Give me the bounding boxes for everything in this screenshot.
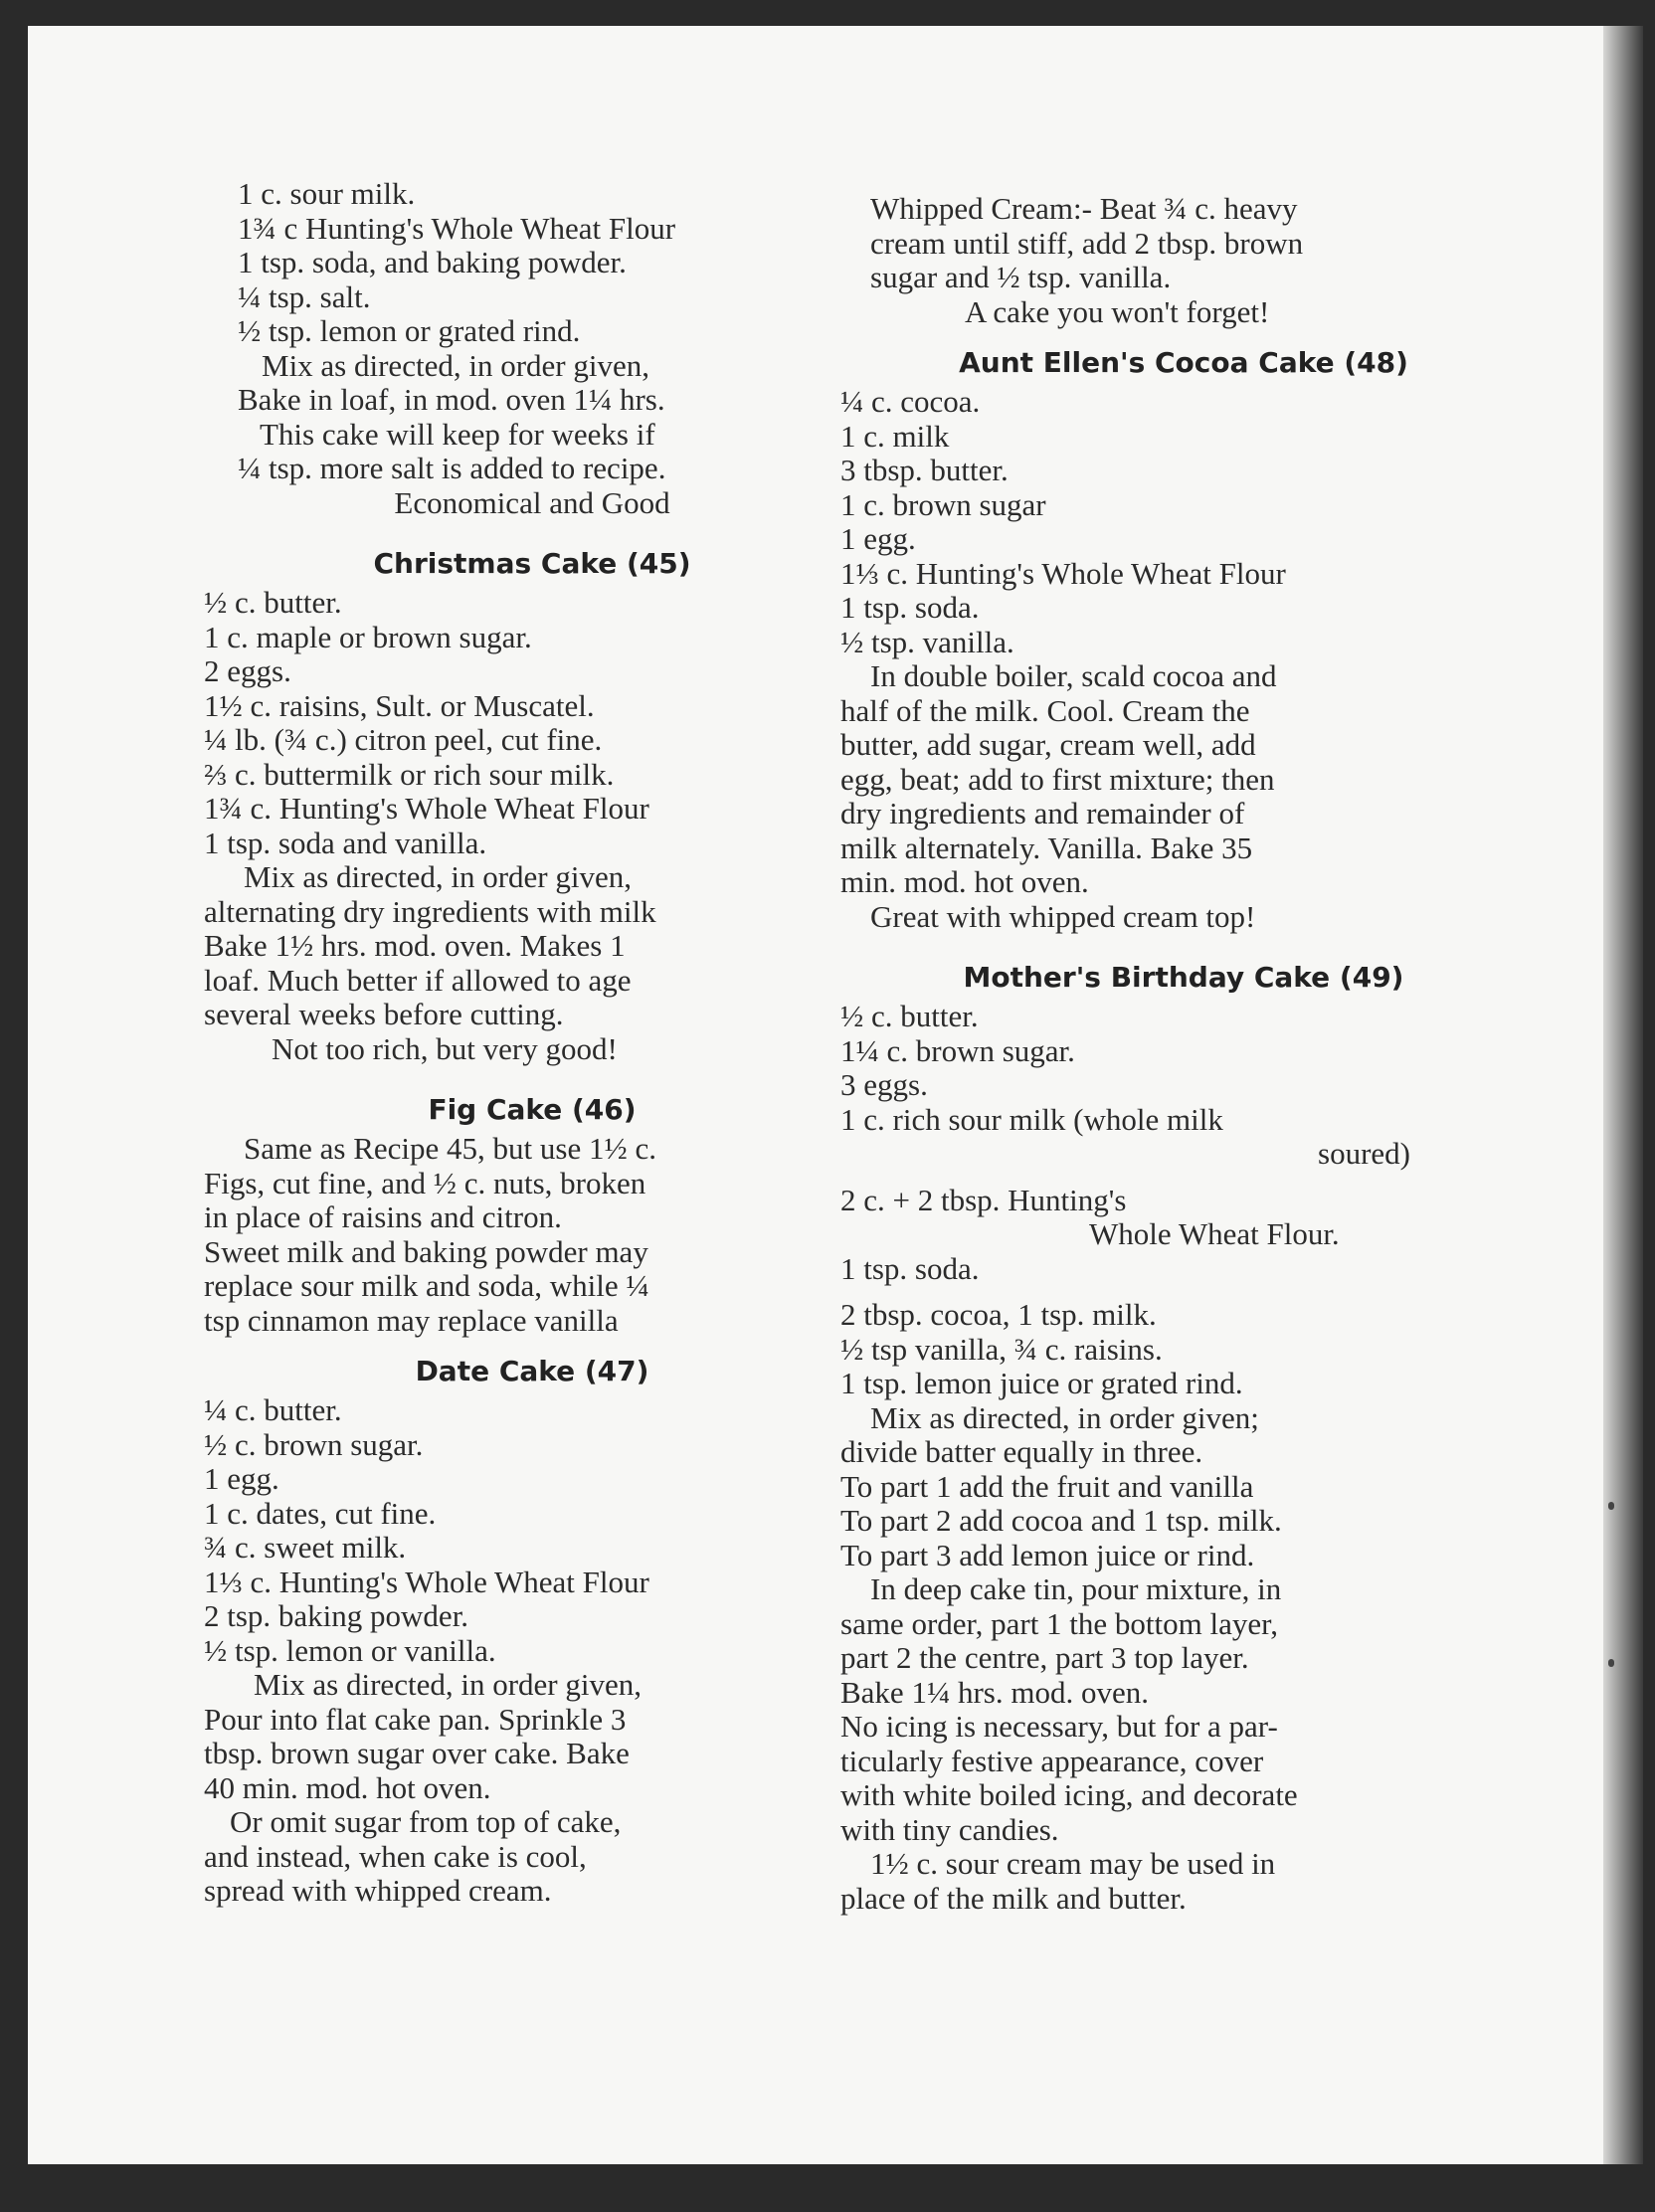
method-line: min. mod. hot oven. bbox=[840, 864, 1089, 899]
method-line: Same as Recipe 45, but use 1½ c. bbox=[244, 1131, 656, 1166]
method-line: Bake 1½ hrs. mod. oven. Makes 1 bbox=[204, 928, 626, 963]
method-line: Pour into flat cake pan. Sprinkle 3 bbox=[204, 1701, 627, 1737]
method-line: cream until stiff, add 2 tbsp. brown bbox=[870, 225, 1304, 261]
method-line: tbsp. brown sugar over cake. Bake bbox=[204, 1736, 630, 1770]
ingredient-line: ⅔ c. buttermilk or rich sour milk. bbox=[204, 756, 615, 792]
ingredient-line: 1 tsp. soda. bbox=[840, 590, 980, 625]
ingredient-line: ½ tsp. vanilla. bbox=[840, 624, 1014, 659]
ingredient-line: soured) bbox=[1318, 1136, 1410, 1171]
method-line: butter, add sugar, cream well, add bbox=[840, 727, 1256, 762]
recipe-tagline: A cake you won't forget! bbox=[965, 293, 1270, 329]
ingredient-line: 1 c. dates, cut fine. bbox=[204, 1495, 437, 1531]
method-line: Figs, cut fine, and ½ c. nuts, broken bbox=[204, 1165, 646, 1200]
method-line: replace sour milk and soda, while ¼ bbox=[204, 1268, 649, 1303]
method-line: divide batter equally in three. bbox=[840, 1434, 1203, 1469]
recipe-title: Mother's Birthday Cake (49) bbox=[963, 961, 1404, 994]
ingredient-line: 1 egg. bbox=[840, 521, 916, 556]
ingredient-line: 2 tsp. baking powder. bbox=[204, 1598, 469, 1633]
ingredient-line: ½ c. butter. bbox=[204, 585, 342, 620]
ingredient-line: 2 tbsp. cocoa, 1 tsp. milk. bbox=[840, 1297, 1157, 1332]
ingredient-line: 1 c. rich sour milk (whole milk bbox=[840, 1101, 1223, 1137]
method-line: 40 min. mod. hot oven. bbox=[204, 1769, 491, 1805]
ingredient-line: ½ c. butter. bbox=[840, 999, 979, 1033]
ingredient-line: 1¾ c. Hunting's Whole Wheat Flour bbox=[204, 791, 649, 826]
method-line: tsp cinnamon may replace vanilla bbox=[204, 1302, 619, 1338]
ingredient-line: 1¾ c Hunting's Whole Wheat Flour bbox=[238, 210, 676, 246]
ingredient-line: 1 c. maple or brown sugar. bbox=[204, 619, 532, 654]
ingredient-line: 1⅓ c. Hunting's Whole Wheat Flour bbox=[840, 555, 1286, 591]
ingredient-line: 1⅓ c. Hunting's Whole Wheat Flour bbox=[204, 1564, 649, 1599]
method-line: in place of raisins and citron. bbox=[204, 1199, 562, 1234]
recipe-title: Date Cake (47) bbox=[415, 1355, 649, 1387]
ingredient-line: 1½ c. raisins, Sult. or Muscatel. bbox=[204, 687, 595, 723]
method-line: To part 2 add cocoa and 1 tsp. milk. bbox=[840, 1503, 1282, 1538]
method-line: part 2 the centre, part 3 top layer. bbox=[840, 1640, 1249, 1675]
ingredient-line: 1 c. brown sugar bbox=[840, 486, 1046, 522]
method-line: Mix as directed, in order given, bbox=[244, 859, 632, 894]
method-line: To part 3 add lemon juice or rind. bbox=[840, 1537, 1255, 1572]
method-line: Mix as directed, in order given, bbox=[262, 347, 649, 383]
method-line: This cake will keep for weeks if bbox=[260, 416, 655, 452]
recipe-title: Christmas Cake (45) bbox=[373, 547, 691, 580]
method-line: same order, part 1 the bottom layer, bbox=[840, 1605, 1278, 1641]
recipe-tagline: Not too rich, but very good! bbox=[272, 1030, 618, 1066]
method-line: Mix as directed, in order given; bbox=[870, 1399, 1259, 1435]
ingredient-line: 1 tsp. lemon juice or grated rind. bbox=[840, 1366, 1243, 1400]
recipe-title: Fig Cake (46) bbox=[428, 1093, 637, 1126]
method-line: Mix as directed, in order given, bbox=[254, 1667, 642, 1702]
method-line: In deep cake tin, pour mixture, in bbox=[870, 1571, 1282, 1606]
method-line: 1½ c. sour cream may be used in bbox=[870, 1846, 1276, 1881]
ingredient-line: ½ tsp. lemon or vanilla. bbox=[204, 1632, 496, 1668]
method-line: sugar and ½ tsp. vanilla. bbox=[870, 260, 1172, 294]
recipe-tagline: Economical and Good bbox=[394, 484, 670, 520]
method-line: Bake 1¼ hrs. mod. oven. bbox=[840, 1674, 1149, 1710]
ingredient-line: 1 egg. bbox=[204, 1461, 279, 1496]
page-speck bbox=[1608, 1659, 1614, 1667]
method-line: dry ingredients and remainder of bbox=[840, 796, 1245, 830]
ingredient-line: 1 tsp. soda. bbox=[840, 1250, 980, 1286]
method-line: No icing is necessary, but for a par- bbox=[840, 1709, 1278, 1744]
method-line: loaf. Much better if allowed to age bbox=[204, 962, 632, 998]
recipe-title: Aunt Ellen's Cocoa Cake (48) bbox=[959, 346, 1408, 379]
ingredient-line: ¼ tsp. salt. bbox=[238, 278, 371, 314]
method-line: spread with whipped cream. bbox=[204, 1873, 552, 1908]
ingredient-line: ¼ c. cocoa. bbox=[840, 384, 981, 419]
ingredient-line: 3 tbsp. butter. bbox=[840, 453, 1009, 487]
method-line: Sweet milk and baking powder may bbox=[204, 1233, 648, 1269]
method-line: In double boiler, scald cocoa and bbox=[870, 658, 1277, 693]
ingredient-line: ½ tsp. lemon or grated rind. bbox=[238, 313, 581, 348]
ingredient-line: 2 eggs. bbox=[204, 653, 291, 688]
ingredient-line: 1 tsp. soda and vanilla. bbox=[204, 825, 487, 860]
ingredient-line: 3 eggs. bbox=[840, 1067, 928, 1102]
method-line: Bake in loaf, in mod. oven 1¼ hrs. bbox=[238, 382, 665, 417]
ingredient-line: ½ tsp vanilla, ¾ c. raisins. bbox=[840, 1331, 1163, 1367]
left-column bbox=[204, 177, 821, 1909]
method-line: with white boiled icing, and decorate bbox=[840, 1777, 1298, 1812]
ingredient-line: 2 c. + 2 tbsp. Hunting's bbox=[840, 1182, 1127, 1217]
method-line: Whipped Cream:- Beat ¾ c. heavy bbox=[870, 191, 1298, 226]
method-line: milk alternately. Vanilla. Bake 35 bbox=[840, 830, 1253, 865]
method-line: with tiny candies. bbox=[840, 1811, 1059, 1847]
ingredient-line: 1 tsp. soda, and baking powder. bbox=[238, 245, 627, 279]
page-speck bbox=[1608, 1502, 1614, 1510]
right-column bbox=[840, 192, 1467, 1916]
method-line: several weeks before cutting. bbox=[204, 997, 564, 1031]
method-line: place of the milk and butter. bbox=[840, 1880, 1187, 1916]
ingredient-line: Whole Wheat Flour. bbox=[1089, 1216, 1340, 1251]
ingredient-line: 1¼ c. brown sugar. bbox=[840, 1032, 1075, 1068]
method-line: ticularly festive appearance, cover bbox=[840, 1743, 1264, 1778]
ingredient-line: ¼ lb. (¾ c.) citron peel, cut fine. bbox=[204, 722, 603, 757]
method-line: half of the milk. Cool. Cream the bbox=[840, 692, 1250, 728]
ingredient-line: 1 c. sour milk. bbox=[238, 176, 416, 211]
page-edge-shadow bbox=[1603, 26, 1643, 2164]
ingredient-line: ¾ c. sweet milk. bbox=[204, 1530, 407, 1565]
method-line: ¼ tsp. more salt is added to recipe. bbox=[238, 451, 666, 485]
ingredient-line: ½ c. brown sugar. bbox=[204, 1426, 424, 1462]
method-line: and instead, when cake is cool, bbox=[204, 1838, 587, 1874]
method-line: To part 1 add the fruit and vanilla bbox=[840, 1468, 1254, 1504]
method-line: egg, beat; add to first mixture; then bbox=[840, 761, 1275, 797]
ingredient-line: ¼ c. butter. bbox=[204, 1392, 342, 1427]
recipe-tagline: Great with whipped cream top! bbox=[870, 898, 1256, 934]
method-line: Or omit sugar from top of cake, bbox=[230, 1804, 622, 1839]
method-line: alternating dry ingredients with milk bbox=[204, 893, 656, 929]
ingredient-line: 1 c. milk bbox=[840, 418, 950, 454]
